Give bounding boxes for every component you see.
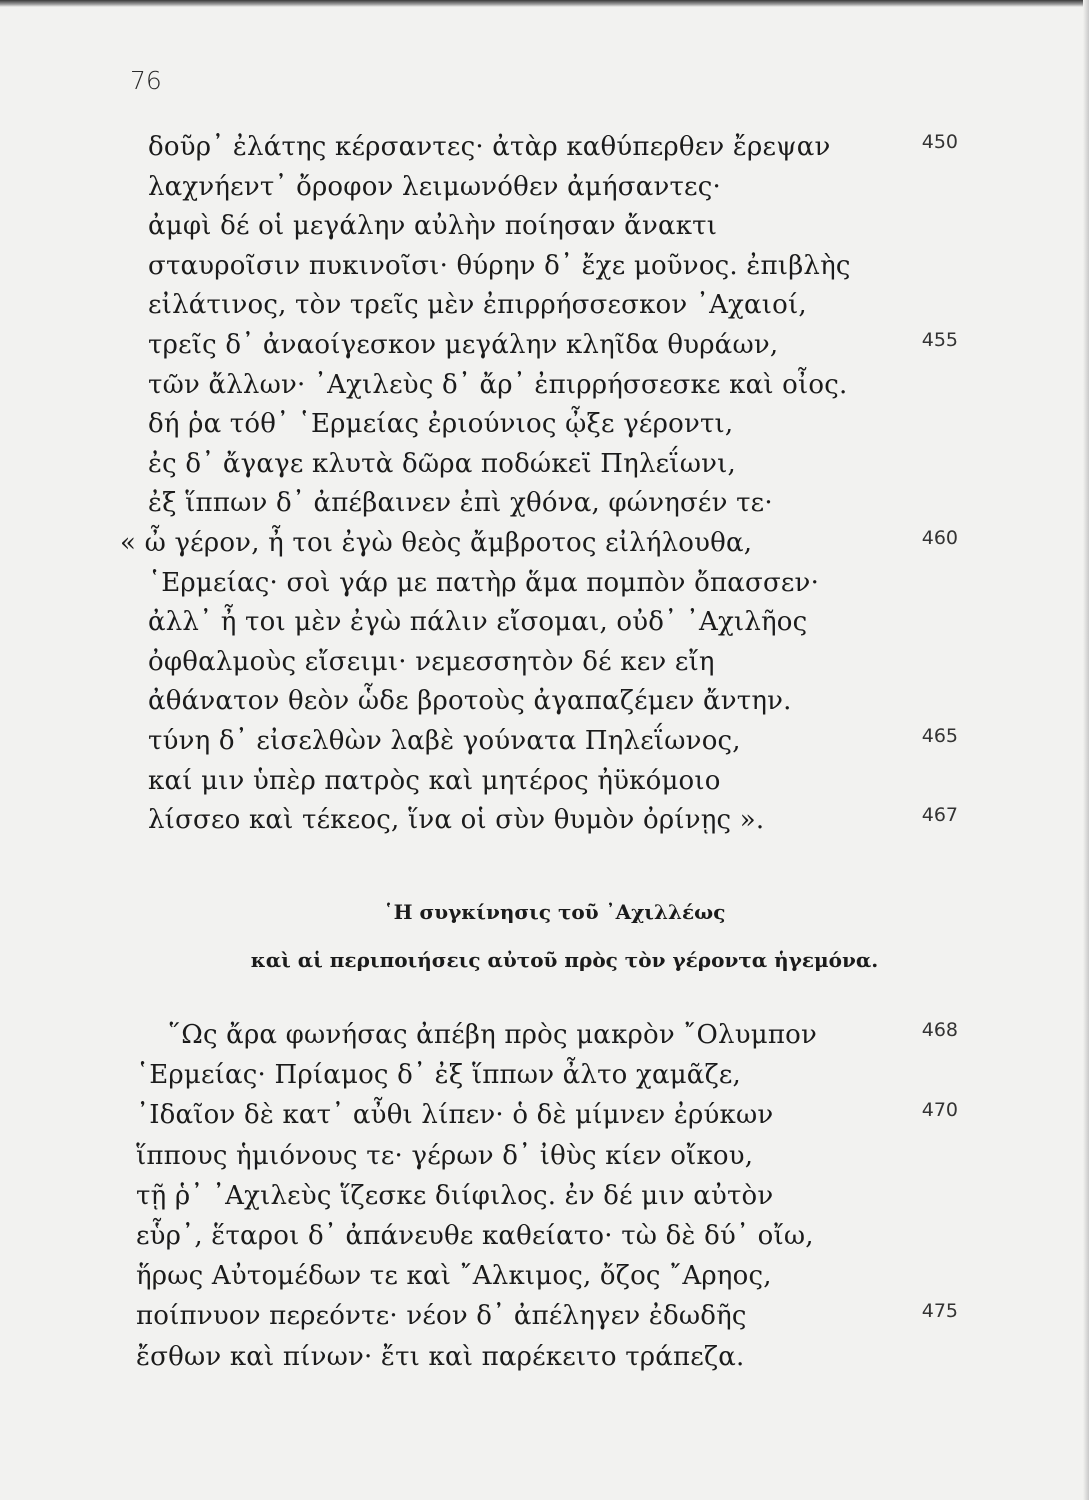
verse-line bbox=[0, 681, 1089, 721]
verse-text: τρεῖς δ᾽ ἀναοίγεσκον μεγάλην κληῖδα θυράων, bbox=[148, 330, 779, 360]
verse-line-number: 450 bbox=[921, 131, 958, 153]
verse-text: τῶν ἄλλων· ᾽Αχιλεὺς δ᾽ ἄρ᾽ ἐπιρρήσσεσκε καὶ οἶος. bbox=[148, 369, 848, 400]
verse-text: λαχνήεντ᾽ ὄροφον λειμωνόθεν ἀμήσαντες· bbox=[148, 171, 721, 202]
verse-line bbox=[0, 1216, 1089, 1256]
verse-text: ἀθάνατον θεὸν ὧδε βροτοὺς ἀγαπαζέμεν ἄντην. bbox=[148, 686, 792, 717]
verse-line bbox=[0, 1015, 1089, 1055]
verse-text: εἰλάτινος, τὸν τρεῖς μὲν ἐπιρρήσσεσκον ᾽Αχαιοί, bbox=[148, 290, 807, 321]
verse-line bbox=[0, 1176, 1089, 1216]
verse-text: σταυροῖσιν πυκινοῖσι· θύρην δ᾽ ἔχε μοῦνος. ἐπιβλὴς bbox=[148, 250, 851, 281]
verse-text: δοῦρ᾽ ἐλάτης κέρσαντες· ἀτὰρ καθύπερθεν ἔρεψαν bbox=[148, 132, 831, 162]
verse-line bbox=[0, 444, 1089, 484]
verse-text: ἵππους ἡμιόνους τε· γέρων δ᾽ ἰθὺς κίεν οἴκου, bbox=[136, 1140, 754, 1171]
section-heading-title: ῾Η συγκίνησις τοῦ ᾽Αχιλλέως bbox=[383, 900, 726, 924]
verse-line bbox=[0, 483, 1089, 523]
verse-line-number: 465 bbox=[921, 725, 958, 747]
verse-line bbox=[0, 1296, 1089, 1336]
verse-line bbox=[0, 1256, 1089, 1296]
verse-line bbox=[0, 761, 1089, 801]
page-number: 76 bbox=[130, 66, 162, 95]
verse-line-number: 460 bbox=[921, 527, 958, 549]
verse-text: τύνη δ᾽ εἰσελθὼν λαβὲ γούνατα Πηλεΐωνος, bbox=[148, 726, 741, 756]
verse-line-number: 470 bbox=[921, 1099, 958, 1122]
verse-line bbox=[0, 800, 1089, 840]
verse-line bbox=[0, 563, 1089, 603]
verse-text: εὗρ᾽, ἕταροι δ᾽ ἀπάνευθε καθείατο· τὼ δὲ δύ᾽ οἴω, bbox=[136, 1221, 814, 1251]
verse-text: ᾽Ιδαῖον δὲ κατ᾽ αὖθι λίπεν· ὁ δὲ μίμνεν ἐρύκων bbox=[136, 1100, 774, 1131]
verse-text: ῞Ως ἄρα φωνήσας ἀπέβη πρὸς μακρὸν ῎Ολυμπον bbox=[168, 1020, 817, 1050]
verse-line bbox=[0, 1055, 1089, 1095]
verse-line bbox=[0, 404, 1089, 444]
verse-line bbox=[0, 325, 1089, 365]
verse-text: ἐξ ἵππων δ᾽ ἀπέβαινεν ἐπὶ χθόνα, φώνησέν τε· bbox=[148, 488, 773, 519]
verse-text: ῾Ερμείας· Πρίαμος δ᾽ ἐξ ἵππων ἆλτο χαμᾶζε, bbox=[136, 1060, 741, 1091]
verse-text: ἀλλ᾽ ἦ τοι μὲν ἐγὼ πάλιν εἴσομαι, οὐδ᾽ ᾽Αχιλῆος bbox=[148, 607, 808, 638]
verse-line bbox=[0, 167, 1089, 207]
verse-line-number: 455 bbox=[921, 329, 958, 351]
verse-line bbox=[0, 1095, 1089, 1135]
verse-text: ὀφθαλμοὺς εἴσειμι· νεμεσσητὸν δέ κεν εἴη bbox=[148, 646, 715, 677]
verse-text: λίσσεο καὶ τέκεος, ἵνα οἱ σὺν θυμὸν ὀρίνῃς ». bbox=[148, 805, 765, 836]
verse-line bbox=[0, 246, 1089, 286]
verse-text: καί μιν ὑπὲρ πατρὸς καὶ μητέρος ἠϋκόμοιο bbox=[148, 765, 721, 796]
verse-line bbox=[0, 206, 1089, 246]
verse-line-number: 468 bbox=[921, 1019, 958, 1041]
verse-text: τῇ ῥ᾽ ᾽Αχιλεὺς ἵζεσκε διίφιλος. ἐν δέ μιν αὐτὸν bbox=[136, 1180, 774, 1211]
verse-text: ἀμφὶ δέ οἱ μεγάλην αὐλὴν ποίησαν ἄνακτι bbox=[148, 211, 718, 242]
verse-line-number: 467 bbox=[921, 804, 958, 827]
verse-line bbox=[0, 365, 1089, 405]
section-heading-subtitle: καὶ αἱ περιποιήσεις αὐτοῦ πρὸς τὸν γέροντα ἡγεμόνα. bbox=[250, 948, 879, 972]
verse-line bbox=[0, 523, 1089, 563]
verse-line bbox=[0, 285, 1089, 325]
page-top-edge bbox=[0, 0, 1089, 7]
verse-text: ποίπνυον περεόντε· νέον δ᾽ ἀπέληγεν ἐδωδῆς bbox=[136, 1301, 747, 1332]
verse-line bbox=[0, 127, 1089, 167]
verse-text: « ὦ γέρον, ἦ τοι ἐγὼ θεὸς ἄμβροτος εἰλήλουθα, bbox=[120, 528, 753, 558]
verse-line bbox=[0, 642, 1089, 682]
verse-text: δή ῥα τόθ᾽ ῾Ερμείας ἐριούνιος ᾦξε γέροντι, bbox=[148, 409, 734, 440]
verse-line bbox=[0, 721, 1089, 761]
verse-line bbox=[0, 1337, 1089, 1377]
verse-text: ἥρως Αὐτομέδων τε καὶ ῎Αλκιμος, ὄζος ῎Αρηος, bbox=[136, 1261, 772, 1292]
verse-line bbox=[0, 1136, 1089, 1176]
verse-line bbox=[0, 602, 1089, 642]
verse-text: ῾Ερμείας· σοὶ γάρ με πατὴρ ἅμα πομπὸν ὄπασσεν· bbox=[148, 567, 820, 598]
verse-text: ἐς δ᾽ ἄγαγε κλυτὰ δῶρα ποδώκεϊ Πηλεΐωνι, bbox=[148, 448, 736, 479]
verse-line-number: 475 bbox=[921, 1300, 958, 1323]
verse-text: ἔσθων καὶ πίνων· ἔτι καὶ παρέκειτο τράπεζα. bbox=[136, 1341, 745, 1372]
